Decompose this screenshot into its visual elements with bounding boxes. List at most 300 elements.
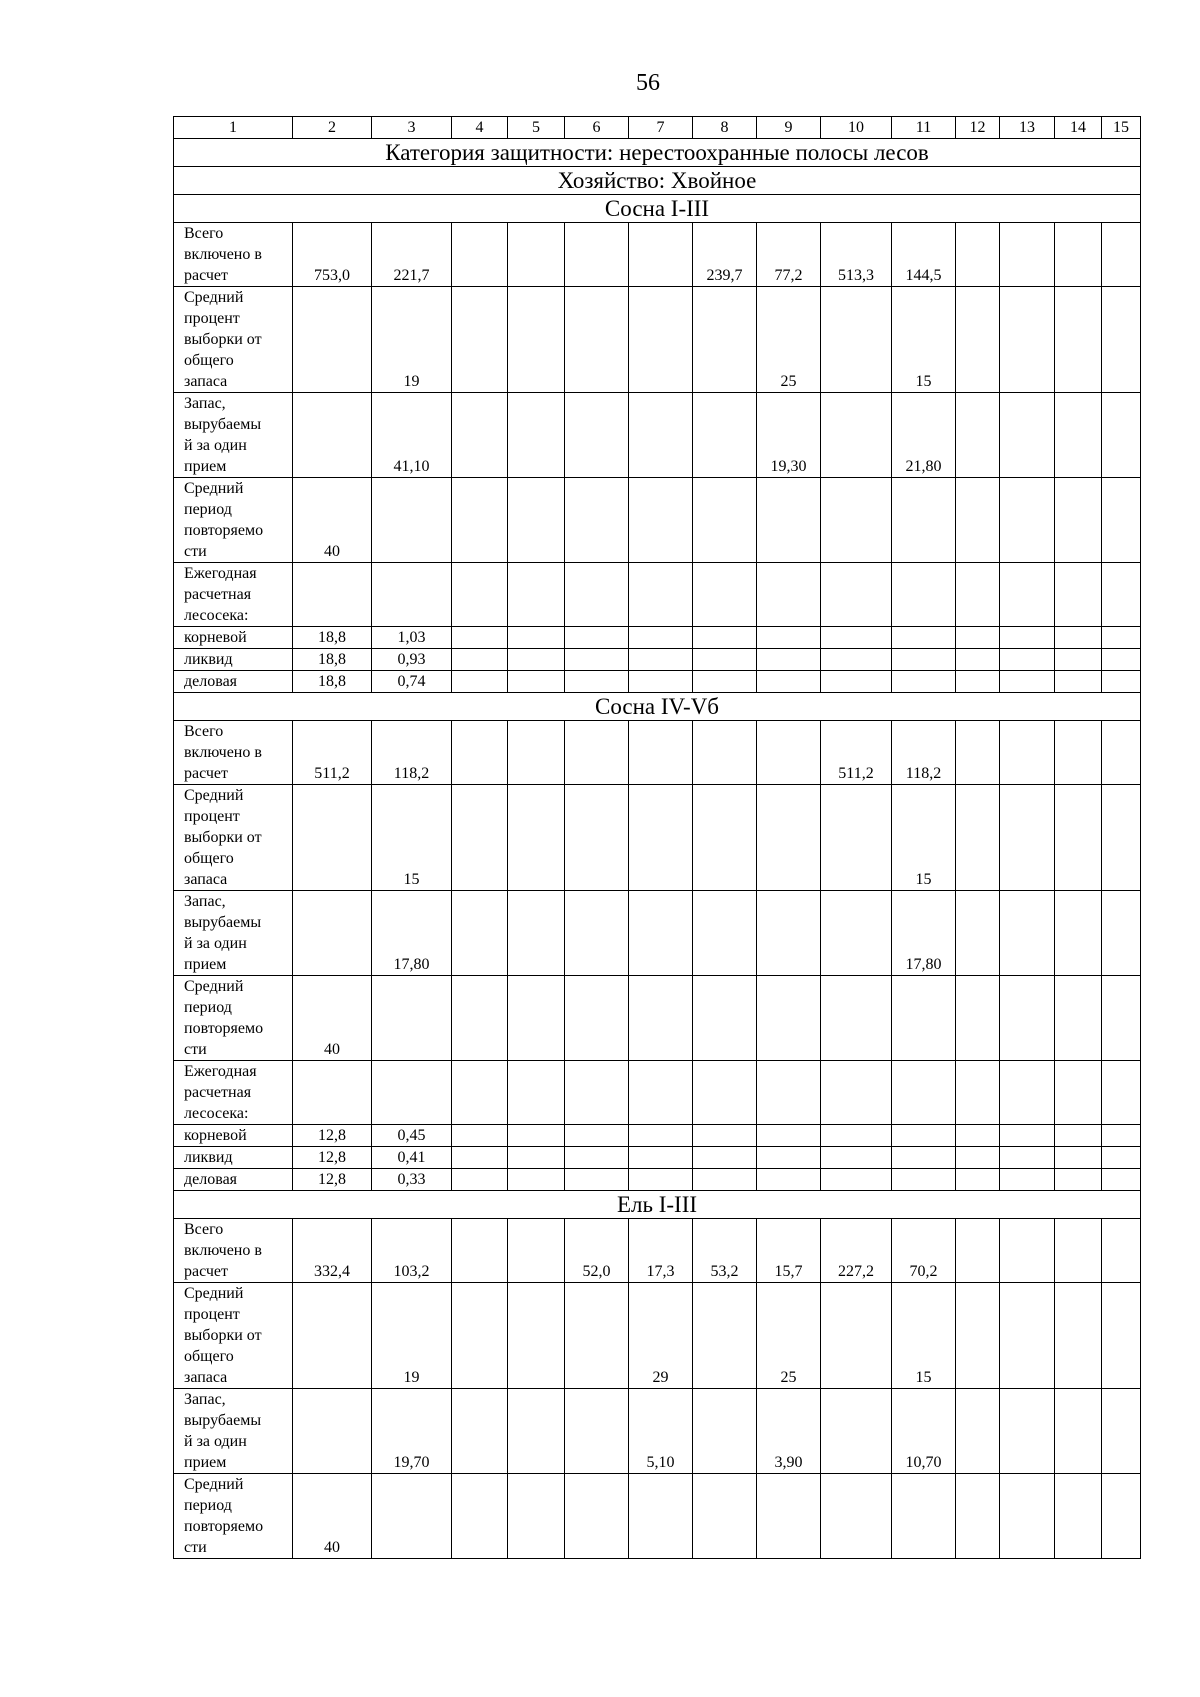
value-cell: 17,80 [892, 891, 956, 976]
value-cell [508, 1219, 565, 1283]
value-cell [565, 1389, 629, 1474]
value-cell [821, 976, 892, 1061]
table-row [174, 627, 1141, 649]
value-cell [1000, 976, 1055, 1061]
value-cell [892, 976, 956, 1061]
column-number-row [174, 117, 1141, 139]
row-label: корневой [174, 1125, 293, 1147]
value-cell: 53,2 [693, 1219, 757, 1283]
value-cell: 5,10 [629, 1389, 693, 1474]
value-cell: 52,0 [565, 1219, 629, 1283]
value-cell [565, 287, 629, 393]
value-cell: 19 [372, 287, 452, 393]
value-cell [452, 721, 508, 785]
value-cell [565, 393, 629, 478]
value-cell [293, 1061, 372, 1125]
value-cell [565, 1474, 629, 1559]
column-number-cell: 7 [629, 117, 693, 139]
value-cell [1000, 393, 1055, 478]
value-cell [508, 627, 565, 649]
value-cell [956, 1147, 1000, 1169]
value-cell [629, 1169, 693, 1191]
value-cell [693, 1125, 757, 1147]
row-label: ликвид [174, 649, 293, 671]
row-label: корневой [174, 627, 293, 649]
value-cell [1102, 223, 1141, 287]
value-cell [1055, 649, 1102, 671]
value-cell [693, 891, 757, 976]
value-cell [757, 1147, 821, 1169]
value-cell [508, 1474, 565, 1559]
value-cell [757, 976, 821, 1061]
value-cell [757, 478, 821, 563]
value-cell [293, 785, 372, 891]
value-cell [1055, 563, 1102, 627]
section-title: Ель I-III [174, 1191, 1141, 1219]
value-cell [821, 891, 892, 976]
value-cell [508, 785, 565, 891]
table-row [174, 1125, 1141, 1147]
value-cell: 332,4 [293, 1219, 372, 1283]
value-cell: 15 [892, 1283, 956, 1389]
value-cell: 118,2 [372, 721, 452, 785]
value-cell [372, 976, 452, 1061]
value-cell [693, 1283, 757, 1389]
value-cell [565, 627, 629, 649]
column-number-cell: 1 [174, 117, 293, 139]
value-cell [693, 287, 757, 393]
value-cell [452, 563, 508, 627]
value-cell [452, 671, 508, 693]
value-cell [693, 649, 757, 671]
value-cell: 227,2 [821, 1219, 892, 1283]
value-cell [508, 1061, 565, 1125]
column-number-cell: 12 [956, 117, 1000, 139]
value-cell [1102, 671, 1141, 693]
value-cell [693, 627, 757, 649]
value-cell [372, 478, 452, 563]
category-banner-row [174, 139, 1141, 167]
row-label: Средний период повторяемо сти [174, 1474, 293, 1559]
value-cell [892, 1125, 956, 1147]
value-cell [1055, 1169, 1102, 1191]
value-cell [892, 1061, 956, 1125]
value-cell [372, 1474, 452, 1559]
value-cell [452, 627, 508, 649]
value-cell [693, 1389, 757, 1474]
value-cell: 12,8 [293, 1147, 372, 1169]
table-row [174, 563, 1141, 627]
value-cell [757, 891, 821, 976]
value-cell [1000, 223, 1055, 287]
table-row [174, 223, 1141, 287]
value-cell: 15,7 [757, 1219, 821, 1283]
value-cell [565, 1283, 629, 1389]
value-cell [452, 1283, 508, 1389]
value-cell [1000, 649, 1055, 671]
value-cell [629, 721, 693, 785]
value-cell [821, 1125, 892, 1147]
value-cell [1102, 627, 1141, 649]
value-cell [1000, 1125, 1055, 1147]
value-cell [892, 671, 956, 693]
table-row [174, 1219, 1141, 1283]
value-cell [508, 1169, 565, 1191]
value-cell [1102, 1125, 1141, 1147]
household-banner: Хозяйство: Хвойное [174, 167, 1141, 195]
row-label: Запас, вырубаемы й за один прием [174, 393, 293, 478]
value-cell [629, 287, 693, 393]
value-cell [508, 563, 565, 627]
value-cell [956, 287, 1000, 393]
value-cell [693, 1147, 757, 1169]
value-cell: 239,7 [693, 223, 757, 287]
row-label: ликвид [174, 1147, 293, 1169]
value-cell [508, 891, 565, 976]
value-cell [956, 649, 1000, 671]
value-cell: 0,45 [372, 1125, 452, 1147]
value-cell [1000, 1283, 1055, 1389]
value-cell: 221,7 [372, 223, 452, 287]
row-label: Запас, вырубаемы й за один прием [174, 1389, 293, 1474]
value-cell [757, 627, 821, 649]
row-label: Средний процент выборки от общего запаса [174, 287, 293, 393]
value-cell [508, 721, 565, 785]
value-cell: 103,2 [372, 1219, 452, 1283]
value-cell [757, 785, 821, 891]
value-cell [1102, 1474, 1141, 1559]
value-cell [892, 478, 956, 563]
value-cell [508, 1389, 565, 1474]
value-cell [821, 478, 892, 563]
value-cell [293, 287, 372, 393]
value-cell [1000, 478, 1055, 563]
value-cell [1000, 1061, 1055, 1125]
forest-calculation-table [173, 116, 1141, 1559]
table-row [174, 1283, 1141, 1389]
section-title-row [174, 693, 1141, 721]
value-cell [821, 1283, 892, 1389]
value-cell: 511,2 [293, 721, 372, 785]
value-cell: 19,30 [757, 393, 821, 478]
value-cell [956, 393, 1000, 478]
value-cell [757, 649, 821, 671]
value-cell: 0,93 [372, 649, 452, 671]
value-cell [452, 1219, 508, 1283]
value-cell [1000, 1474, 1055, 1559]
value-cell [821, 1474, 892, 1559]
row-label: Средний процент выборки от общего запаса [174, 1283, 293, 1389]
value-cell: 12,8 [293, 1169, 372, 1191]
column-number-cell: 10 [821, 117, 892, 139]
value-cell [508, 1125, 565, 1147]
value-cell [1102, 1147, 1141, 1169]
row-label: Средний процент выборки от общего запаса [174, 785, 293, 891]
value-cell: 511,2 [821, 721, 892, 785]
value-cell: 25 [757, 287, 821, 393]
value-cell [565, 223, 629, 287]
value-cell [293, 1283, 372, 1389]
value-cell [565, 891, 629, 976]
value-cell [452, 1389, 508, 1474]
value-cell: 77,2 [757, 223, 821, 287]
value-cell [508, 223, 565, 287]
value-cell [693, 393, 757, 478]
value-cell [565, 785, 629, 891]
value-cell [565, 1061, 629, 1125]
value-cell [452, 1474, 508, 1559]
column-number-cell: 6 [565, 117, 629, 139]
row-label: Запас, вырубаемы й за один прием [174, 891, 293, 976]
value-cell [821, 1169, 892, 1191]
value-cell [1055, 627, 1102, 649]
value-cell [629, 223, 693, 287]
section-title-row [174, 1191, 1141, 1219]
value-cell [956, 1125, 1000, 1147]
value-cell: 513,3 [821, 223, 892, 287]
value-cell [1000, 1219, 1055, 1283]
value-cell [565, 671, 629, 693]
value-cell [1055, 891, 1102, 976]
column-number-cell: 15 [1102, 117, 1141, 139]
value-cell [821, 1389, 892, 1474]
value-cell: 21,80 [892, 393, 956, 478]
value-cell [892, 563, 956, 627]
row-label: Всего включено в расчет [174, 721, 293, 785]
value-cell [565, 976, 629, 1061]
row-label: Всего включено в расчет [174, 1219, 293, 1283]
value-cell [1055, 393, 1102, 478]
value-cell [293, 393, 372, 478]
value-cell [1102, 1219, 1141, 1283]
value-cell [1102, 478, 1141, 563]
value-cell [565, 649, 629, 671]
value-cell [693, 785, 757, 891]
household-banner-row [174, 167, 1141, 195]
value-cell [956, 1061, 1000, 1125]
table-row [174, 393, 1141, 478]
value-cell [757, 1125, 821, 1147]
table-row [174, 1147, 1141, 1169]
value-cell [1055, 223, 1102, 287]
value-cell [1055, 721, 1102, 785]
column-number-cell: 4 [452, 117, 508, 139]
value-cell: 17,3 [629, 1219, 693, 1283]
row-label: Ежегодная расчетная лесосека: [174, 563, 293, 627]
value-cell [956, 721, 1000, 785]
row-label: Ежегодная расчетная лесосека: [174, 1061, 293, 1125]
value-cell [508, 976, 565, 1061]
value-cell [1000, 891, 1055, 976]
value-cell [1000, 721, 1055, 785]
value-cell [1055, 1125, 1102, 1147]
value-cell [956, 785, 1000, 891]
value-cell [565, 1125, 629, 1147]
table-row [174, 649, 1141, 671]
value-cell [452, 976, 508, 1061]
value-cell [956, 671, 1000, 693]
value-cell [452, 223, 508, 287]
value-cell [821, 627, 892, 649]
value-cell [821, 393, 892, 478]
value-cell [821, 1147, 892, 1169]
table-row [174, 287, 1141, 393]
column-number-cell: 8 [693, 117, 757, 139]
value-cell [1000, 1147, 1055, 1169]
value-cell [629, 478, 693, 563]
value-cell [956, 1219, 1000, 1283]
value-cell [693, 671, 757, 693]
value-cell [1102, 1169, 1141, 1191]
value-cell [452, 785, 508, 891]
value-cell [1000, 627, 1055, 649]
value-cell [293, 1389, 372, 1474]
value-cell [1000, 671, 1055, 693]
value-cell [693, 1061, 757, 1125]
value-cell [1000, 1169, 1055, 1191]
value-cell [508, 478, 565, 563]
value-cell [452, 1147, 508, 1169]
value-cell: 18,8 [293, 627, 372, 649]
value-cell [293, 891, 372, 976]
column-number-cell: 9 [757, 117, 821, 139]
table-row [174, 1474, 1141, 1559]
value-cell: 10,70 [892, 1389, 956, 1474]
value-cell [508, 1147, 565, 1169]
value-cell: 29 [629, 1283, 693, 1389]
value-cell [892, 1147, 956, 1169]
value-cell [956, 223, 1000, 287]
table-row [174, 721, 1141, 785]
value-cell [1102, 976, 1141, 1061]
value-cell [821, 785, 892, 891]
table-row [174, 478, 1141, 563]
value-cell [452, 478, 508, 563]
value-cell [452, 393, 508, 478]
value-cell: 41,10 [372, 393, 452, 478]
value-cell [1102, 1389, 1141, 1474]
value-cell [821, 287, 892, 393]
value-cell [1102, 1283, 1141, 1389]
value-cell [956, 563, 1000, 627]
table-row [174, 671, 1141, 693]
value-cell [565, 563, 629, 627]
value-cell [757, 1061, 821, 1125]
value-cell [821, 649, 892, 671]
column-number-cell: 11 [892, 117, 956, 139]
page-number: 56 [636, 70, 660, 96]
column-number-cell: 14 [1055, 117, 1102, 139]
table-row [174, 1389, 1141, 1474]
value-cell [1102, 721, 1141, 785]
value-cell [1000, 287, 1055, 393]
value-cell [956, 1389, 1000, 1474]
value-cell [629, 393, 693, 478]
table-row [174, 1061, 1141, 1125]
value-cell [565, 478, 629, 563]
value-cell [629, 1474, 693, 1559]
value-cell [1055, 1219, 1102, 1283]
value-cell [892, 1169, 956, 1191]
value-cell [1055, 671, 1102, 693]
value-cell [892, 627, 956, 649]
value-cell [565, 1169, 629, 1191]
value-cell [956, 1283, 1000, 1389]
value-cell: 18,8 [293, 649, 372, 671]
row-label: Всего включено в расчет [174, 223, 293, 287]
column-number-cell: 3 [372, 117, 452, 139]
category-banner: Категория защитности: нерестоохранные полосы лесов [174, 139, 1141, 167]
value-cell [1000, 785, 1055, 891]
value-cell [565, 1147, 629, 1169]
row-label: деловая [174, 671, 293, 693]
value-cell [693, 721, 757, 785]
table-row [174, 976, 1141, 1061]
value-cell [508, 649, 565, 671]
value-cell [1000, 1389, 1055, 1474]
value-cell [821, 563, 892, 627]
value-cell: 1,03 [372, 627, 452, 649]
value-cell: 40 [293, 1474, 372, 1559]
value-cell [1055, 1147, 1102, 1169]
row-label: деловая [174, 1169, 293, 1191]
value-cell [1055, 1389, 1102, 1474]
value-cell: 15 [892, 287, 956, 393]
value-cell [956, 1474, 1000, 1559]
value-cell [892, 1474, 956, 1559]
value-cell: 12,8 [293, 1125, 372, 1147]
value-cell: 118,2 [892, 721, 956, 785]
value-cell: 3,90 [757, 1389, 821, 1474]
row-label: Средний период повторяемо сти [174, 478, 293, 563]
value-cell: 25 [757, 1283, 821, 1389]
value-cell [629, 976, 693, 1061]
value-cell [821, 1061, 892, 1125]
value-cell [452, 649, 508, 671]
value-cell [1102, 287, 1141, 393]
value-cell: 19,70 [372, 1389, 452, 1474]
value-cell: 0,41 [372, 1147, 452, 1169]
value-cell [1055, 976, 1102, 1061]
value-cell [1055, 1283, 1102, 1389]
value-cell: 15 [892, 785, 956, 891]
value-cell [629, 785, 693, 891]
value-cell: 18,8 [293, 671, 372, 693]
value-cell [508, 671, 565, 693]
value-cell [1055, 785, 1102, 891]
value-cell [629, 627, 693, 649]
value-cell [757, 1474, 821, 1559]
value-cell: 15 [372, 785, 452, 891]
value-cell [1102, 1061, 1141, 1125]
value-cell [565, 721, 629, 785]
value-cell [452, 1125, 508, 1147]
value-cell [757, 1169, 821, 1191]
value-cell [629, 1147, 693, 1169]
value-cell [508, 287, 565, 393]
value-cell [508, 393, 565, 478]
value-cell [1102, 785, 1141, 891]
value-cell [629, 649, 693, 671]
section-title-row [174, 195, 1141, 223]
value-cell: 144,5 [892, 223, 956, 287]
value-cell [629, 1125, 693, 1147]
value-cell [1055, 1474, 1102, 1559]
value-cell [1055, 1061, 1102, 1125]
value-cell: 0,33 [372, 1169, 452, 1191]
value-cell [693, 1474, 757, 1559]
value-cell [372, 1061, 452, 1125]
